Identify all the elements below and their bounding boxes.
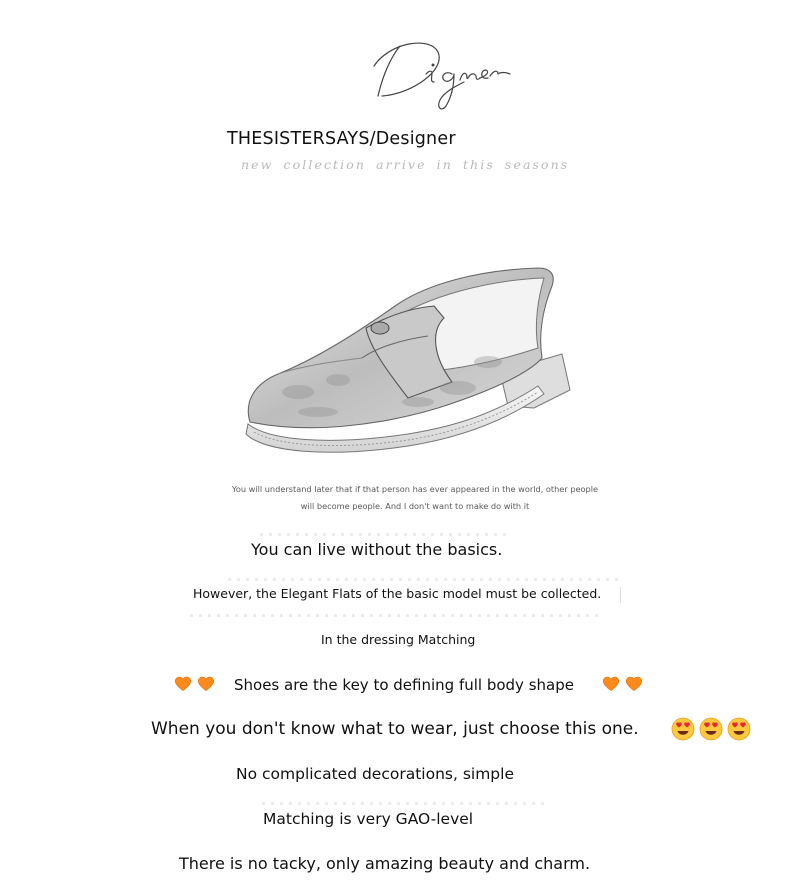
heart-eyes-face-icon [699,717,723,741]
orange-heart-icon [625,675,643,692]
orange-heart-icon [174,675,192,692]
copy-line: When you don't know what to wear, just choose this one. [151,719,639,739]
scan-artifact [190,614,600,617]
orange-heart-icon [197,675,215,692]
copy-line: In the dressing Matching [321,632,476,647]
copy-line: No complicated decorations, simple [236,765,514,783]
quote-line: will become people. And I don't want to make do with it [300,501,530,511]
brand-title: THESISTERSAYS/Designer [227,129,456,149]
copy-line: You can live without the basics. [251,540,503,559]
collection-tagline: new collection arrive in this seasons [241,157,570,172]
heart-eyes-face-icon [671,717,695,741]
copy-line: However, the Elegant Flats of the basic model must be collected. [193,586,602,601]
scan-artifact [260,533,510,536]
scan-artifact [620,587,621,603]
signature-logo [360,28,530,118]
copy-line: Shoes are the key to defining full body shape [234,676,574,694]
copy-line: There is no tacky, only amazing beauty and charm. [179,854,591,873]
orange-heart-icon [602,675,620,692]
copy-line: Matching is very GAO-level [263,810,474,828]
heart-eyes-face-icon [727,717,751,741]
scan-artifact [228,578,618,581]
quote-line: You will understand later that if that person has ever appeared in the world, other people [231,484,599,494]
shoe-illustration [238,262,578,460]
scan-artifact [262,802,550,805]
